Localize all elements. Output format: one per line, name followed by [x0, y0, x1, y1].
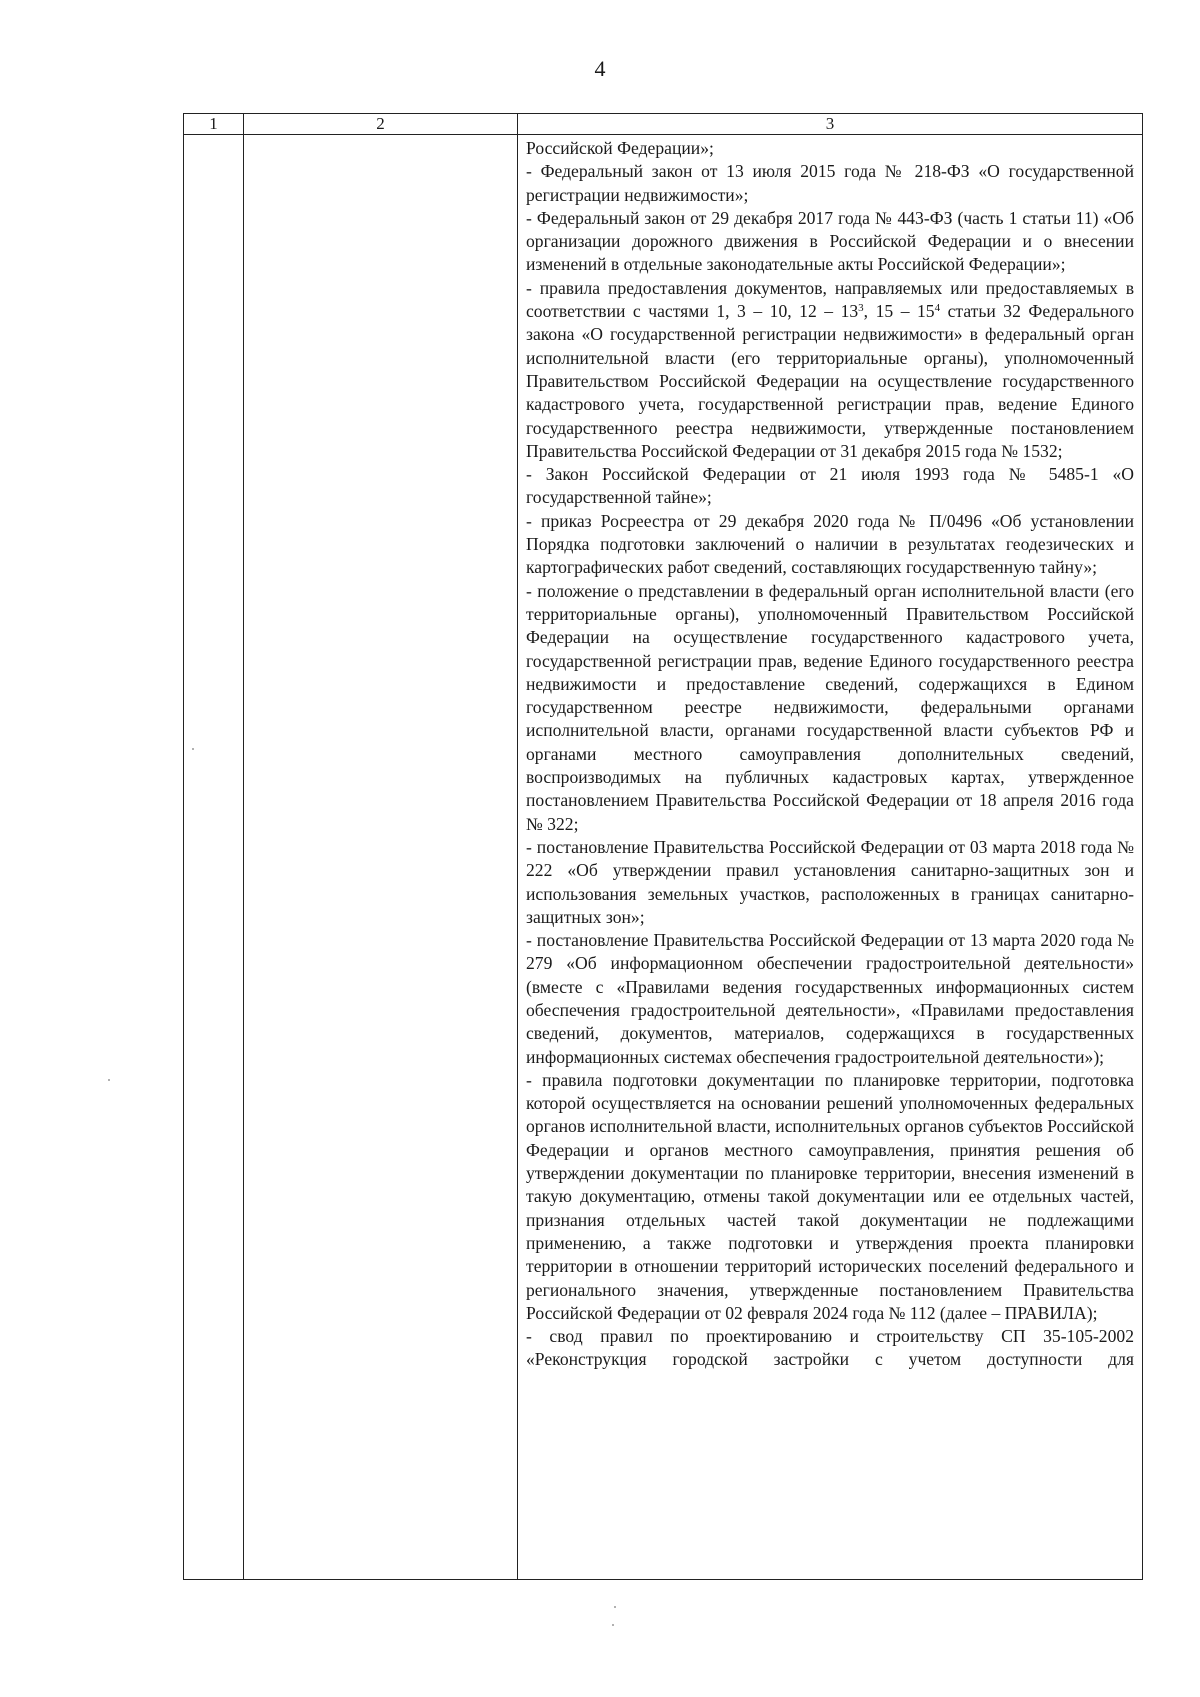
paragraph: - приказ Росреестра от 29 декабря 2020 года № П/0496 «Об установлении Порядка подготовки заключений о наличии в результатах геодезических и картографических работ сведений, составляющих государственную тайну»;	[526, 510, 1134, 578]
scan-speck	[612, 1624, 614, 1626]
scan-speck	[614, 1606, 616, 1608]
document-table	[183, 113, 1143, 1580]
column-2-cell	[244, 135, 518, 1580]
scan-speck	[192, 748, 194, 750]
page-number: 4	[594, 56, 606, 81]
paragraph: - постановление Правительства Российской Федерации от 03 марта 2018 года № 222 «Об утверждении правил установления санитарно-защитных зон и использования земельных участков, расположенных в границах санитарно-защитных зон»;	[526, 836, 1134, 927]
paragraph-continued: - свод правил по проектированию и строительству СП 35-105-2002 «Реконструкция городской застройки с учетом доступности для	[526, 1326, 1134, 1370]
column-3-cell	[518, 135, 1143, 1580]
scan-speck	[108, 1079, 110, 1081]
superscript: 4	[934, 302, 941, 315]
paragraph: - постановление Правительства Российской Федерации от 13 марта 2020 года № 279 «Об информационном обеспечении градостроительной деятельности» (вместе с «Правилами ведения государственных информационных систем обеспечения градостроительной деятельности», «Правилами предоставления сведений, документов, материалов, содержащихся в государственных информационных системах обеспечения градостроительной деятельности»);	[526, 930, 1134, 1067]
paragraph-with-superscripts: - правила предоставления документов, направляемых или предоставляемых в соответствии с частями 1, 3 – 10, $12 - 13^3$, $15 - 15^4$ статьи 32 Федерального закона «О государственной регистрации недвижимости» в федеральный орган исполнительной власти (его территориальные органы), уполномоченный Правительством Российской Федерации на осуществление государственного кадастрового учета, государственной регистрации прав, ведение Единого государственного реестра недвижимости, утвержденные постановлением Правительства Российской Федерации от 31 декабря 2015 года № 1532;	[526, 277, 1135, 461]
table-header-row	[184, 114, 1143, 135]
column-1-cell	[184, 135, 244, 1580]
column-header-2: 2	[244, 114, 518, 135]
paragraph: - правила подготовки документации по планировке территории, подготовка которой осуществляется на основании решений уполномоченных федеральных органов исполнительной власти, исполнительных органов субъектов Российской Федерации и органов местного самоуправления, принятия решения об утверждении документации по планировке территории, внесения изменений в такую документацию, отмены такой документации или ее отдельных частей, признания отдельных частей такой документации не подлежащими применению, а также подготовки и утверждения проекта планировки территории в отношении территорий исторических поселений федерального и регионального значения, утвержденные постановлением Правительства Российской Федерации от 02 февраля 2024 года № 112 (далее – ПРАВИЛА);	[526, 1069, 1134, 1323]
superscript: 3	[858, 302, 864, 315]
table-body-row	[184, 135, 1143, 1580]
paragraph: - Закон Российской Федерации от 21 июля 1993 года № 5485-1 «О государственной тайне»;	[526, 464, 1134, 508]
paragraph: - положение о представлении в федеральный орган исполнительной власти (его территориальные органы), уполномоченный Правительством Российской Федерации на осуществление государственного кадастрового учета, государственной регистрации прав, ведение Единого государственного реестра недвижимости и предоставление сведений, содержащихся в Едином государственном реестре недвижимости, федеральными органами исполнительной власти, органами государственной власти субъектов РФ и органами местного самоуправления дополнительных сведений, воспроизводимых на публичных кадастровых картах, утвержденное постановлением Правительства Российской Федерации от 18 апреля 2016 года № 322;	[526, 580, 1134, 834]
column-header-3: 3	[518, 114, 1143, 135]
paragraph: Российской Федерации»;	[526, 138, 714, 158]
paragraph: - Федеральный закон от 13 июля 2015 года № 218-ФЗ «О государственной регистрации недвижимости»;	[526, 161, 1134, 205]
paragraph: - Федеральный закон от 29 декабря 2017 года № 443-ФЗ (часть 1 статьи 11) «Об организации дорожного движения в Российской Федерации и о внесении изменений в отдельные законодательные акты Российской Федерации»;	[526, 207, 1134, 275]
column-header-1: 1	[184, 114, 244, 135]
